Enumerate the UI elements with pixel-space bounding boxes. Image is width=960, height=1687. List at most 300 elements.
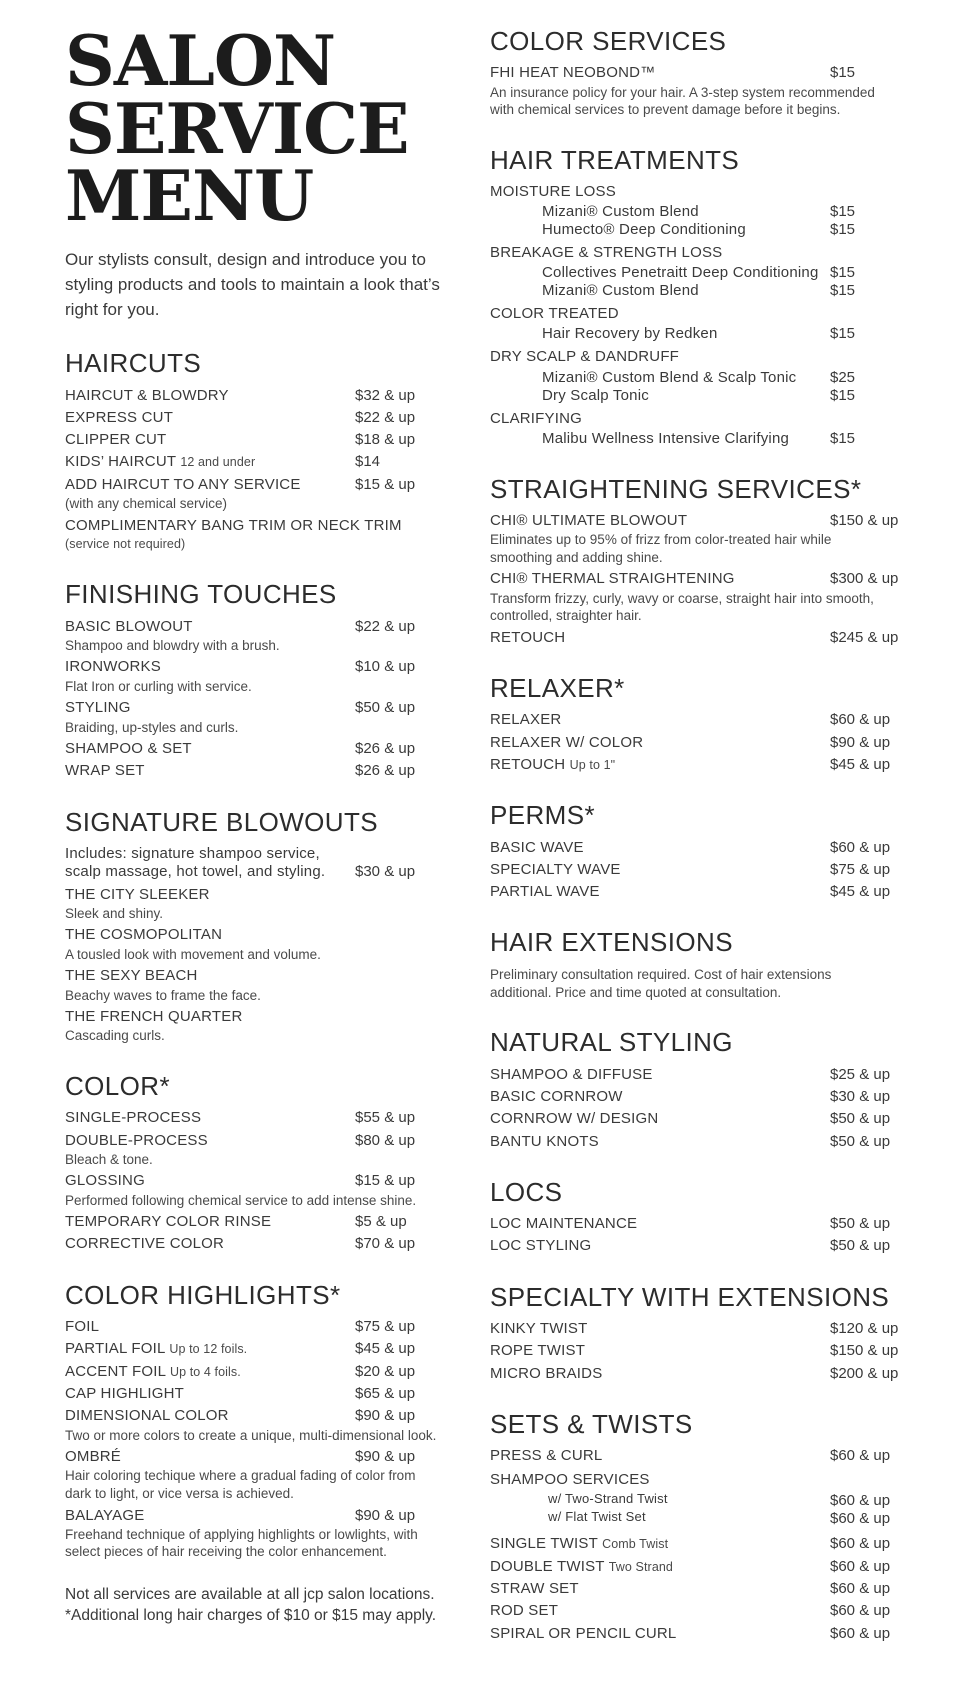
menu-item [490, 883, 930, 901]
item-desc: Sleek and shiny. [65, 905, 164, 921]
menu-item [490, 861, 930, 879]
item-row [490, 1110, 930, 1128]
item-row [65, 1318, 440, 1336]
item-price: $18 & up [355, 431, 416, 449]
item-price: $60 & up [830, 711, 891, 729]
item-row [490, 1088, 930, 1106]
item-price: $60 & up [830, 1557, 891, 1575]
right-sections [490, 28, 930, 1643]
menu-item [490, 1558, 930, 1576]
item-suffix: Two Strand [608, 1559, 673, 1574]
section-haircuts [65, 350, 440, 553]
section-heading: HAIR TREATMENTS [490, 144, 740, 175]
item-row [65, 1340, 440, 1358]
item-suffix: Up to 1" [569, 758, 616, 772]
item-row [490, 1447, 930, 1465]
section-heading: SPECIALTY WITH EXTENSIONS [490, 1281, 890, 1312]
menu-item [490, 570, 930, 624]
item-name: KINKY TWIST [490, 1320, 588, 1338]
item-desc: Hair coloring techique where a gradual fading of color from dark to light, or vice versa is achieved. [65, 1468, 416, 1501]
item-desc: Bleach & tone. [65, 1151, 153, 1167]
menu-item [490, 1215, 930, 1233]
item-row [65, 1213, 440, 1231]
item-row [490, 839, 930, 857]
section-heading: COLOR* [65, 1070, 170, 1101]
item-name: Mizani® Custom Blend [542, 203, 699, 221]
section-heading: COLOR SERVICES [490, 26, 727, 56]
item-name: Mizani® Custom Blend [542, 282, 699, 300]
item-price: $50 & up [830, 1215, 891, 1233]
item-name: w/ Flat Twist Set [548, 1509, 646, 1525]
item-name: RETOUCH Up to 1" [490, 756, 616, 773]
item-row [542, 1492, 930, 1509]
item-name: CLIPPER CUT [65, 431, 167, 449]
item-name: SPECIALTY WAVE [490, 860, 621, 878]
menu-item [490, 512, 930, 566]
item-price: $80 & up [355, 1131, 416, 1149]
menu-item [65, 699, 440, 736]
item-row [65, 453, 440, 471]
item-price: $30 & up [355, 863, 416, 881]
item-name: FOIL [65, 1318, 100, 1336]
menu-item [490, 222, 930, 239]
item-row [490, 1535, 930, 1553]
menu-item [65, 1340, 440, 1358]
item-price: $50 & up [830, 1237, 891, 1255]
left-sections [65, 350, 440, 1561]
menu-item [490, 1510, 930, 1527]
item-row [65, 926, 440, 944]
item-name: BALAYAGE [65, 1506, 145, 1524]
item-name: Humecto® Deep Conditioning [542, 221, 746, 239]
item-desc: A tousled look with movement and volume. [65, 946, 321, 962]
item-price: $45 & up [830, 756, 891, 773]
item-row [490, 1237, 930, 1255]
menu-item [490, 756, 930, 774]
menu-item [65, 517, 440, 554]
section-heading: HAIRCUTS [65, 348, 202, 379]
item-price: $15 [830, 64, 856, 82]
section-hair-treatments [490, 144, 930, 448]
item-price: $60 & up [830, 1535, 891, 1553]
group-subhead: MOISTURE LOSS [490, 182, 616, 200]
item-desc: Braiding, up-styles and curls. [65, 719, 239, 735]
section-perms [490, 802, 930, 901]
item-price: $150 & up [830, 1342, 899, 1360]
section-note: Preliminary consultation required. Cost of hair extensions additional. Price and time quoted at consultation. [490, 966, 832, 1000]
item-name: CHI® THERMAL STRAIGHTENING [490, 570, 735, 588]
section-sets-twists [490, 1408, 930, 1643]
item-price: $26 & up [355, 762, 416, 780]
menu-item [65, 1172, 440, 1209]
section-color [65, 1070, 440, 1254]
item-row [65, 1172, 440, 1190]
item-row [490, 734, 930, 752]
item-name: MICRO BRAIDS [490, 1364, 603, 1382]
item-name: BASIC WAVE [490, 838, 584, 856]
menu-item [490, 265, 930, 282]
section-hair-extensions [490, 929, 930, 1001]
group-subhead: SHAMPOO SERVICES [490, 1470, 650, 1488]
section-heading: PERMS* [490, 800, 595, 831]
item-price: $60 & up [830, 1602, 891, 1620]
item-name: PARTIAL WAVE [490, 883, 600, 901]
item-suffix: Up to 12 foils. [169, 1342, 248, 1357]
item-name: Mizani® Custom Blend & Scalp Tonic [542, 368, 797, 386]
item-price: $15 [830, 264, 856, 282]
section-color-highlights [65, 1279, 440, 1561]
item-suffix: Up to 4 foils. [169, 1364, 241, 1379]
item-price: $30 & up [830, 1088, 891, 1105]
menu-item [490, 326, 930, 343]
item-name: ROPE TWIST [490, 1342, 586, 1360]
menu-item [490, 431, 930, 448]
menu-item [490, 388, 930, 405]
item-desc: Cascading curls. [65, 1028, 165, 1044]
item-row [490, 1320, 930, 1338]
item-suffix: Comb Twist [602, 1537, 669, 1552]
item-name: THE CITY SLEEKER [65, 885, 210, 903]
item-price: $22 & up [355, 408, 416, 426]
item-row [65, 618, 440, 636]
item-price: $15 [830, 429, 856, 447]
item-price: $45 & up [830, 883, 891, 901]
section-heading: FINISHING TOUCHES [65, 579, 337, 610]
menu-item [65, 1213, 440, 1231]
menu-item [490, 1492, 930, 1509]
menu-item [65, 658, 440, 695]
menu-item [490, 283, 930, 300]
item-row [490, 1066, 930, 1084]
menu-item [65, 967, 440, 1004]
menu-item [65, 387, 440, 405]
title-line-1: SALON [65, 21, 336, 102]
section-heading: COLOR HIGHLIGHTS* [65, 1279, 341, 1310]
menu-item [65, 1385, 440, 1403]
right-column [490, 26, 930, 1647]
section-color-services [490, 28, 930, 119]
item-name: Hair Recovery by Redken [542, 325, 718, 343]
item-desc: Performed following chemical service to add intense shine. [65, 1192, 417, 1208]
item-name: LOC STYLING [490, 1237, 592, 1255]
item-row [65, 1385, 440, 1403]
item-row [490, 629, 930, 647]
item-name: DIMENSIONAL COLOR [65, 1407, 229, 1425]
item-name: SINGLE-PROCESS [65, 1109, 202, 1127]
item-row [490, 756, 930, 774]
item-row [542, 370, 930, 387]
menu-item [490, 64, 930, 118]
item-row [490, 1580, 930, 1598]
item-row [65, 1008, 440, 1026]
menu-item [65, 1363, 440, 1381]
item-name: STRAW SET [490, 1579, 579, 1597]
item-suffix: 12 and under [180, 455, 256, 470]
item-row [542, 431, 930, 448]
item-price: $60 & up [830, 1579, 891, 1597]
item-row [542, 1510, 930, 1527]
item-name: COMPLIMENTARY BANG TRIM OR NECK TRIM (service not required) [65, 516, 402, 551]
menu-item [65, 1008, 440, 1045]
menu-item [65, 476, 440, 513]
item-row [65, 1132, 440, 1150]
item-name: ROD SET [490, 1602, 559, 1620]
item-price: $20 & up [355, 1362, 416, 1380]
item-name: CAP HIGHLIGHT [65, 1384, 185, 1402]
item-name: SPIRAL OR PENCIL CURL [490, 1624, 677, 1642]
item-name: KIDS’ HAIRCUT 12 and under [65, 453, 256, 471]
menu-item [490, 1447, 930, 1465]
item-desc: Two or more colors to create a unique, multi-dimensional look. [65, 1427, 437, 1443]
item-name: RETOUCH [490, 628, 566, 646]
menu-item [65, 409, 440, 427]
item-row [542, 222, 930, 239]
intro-text: Our stylists consult, design and introduce you to styling products and tools to maintain a look that’s right for you. [65, 249, 440, 320]
item-price: $75 & up [830, 860, 891, 878]
item-name: CORRECTIVE COLOR [65, 1235, 225, 1253]
section-straightening-services [490, 473, 930, 647]
item-price: $15 [830, 386, 856, 404]
item-row [65, 431, 440, 449]
title-line-2: SERVICE [65, 88, 409, 170]
menu-item [490, 629, 930, 647]
item-price: $70 & up [355, 1235, 416, 1253]
section-natural-styling [490, 1029, 930, 1150]
item-price: $10 & up [355, 658, 416, 676]
menu-item [65, 740, 440, 758]
item-row [65, 699, 440, 717]
item-price: $90 & up [830, 733, 891, 751]
item-price: $14 [355, 453, 381, 471]
item-name: Dry Scalp Tonic [542, 386, 649, 404]
item-row [65, 1407, 440, 1425]
item-row [542, 326, 930, 343]
item-price: $50 & up [355, 699, 416, 717]
item-price: $25 & up [830, 1065, 891, 1083]
item-name: Malibu Wellness Intensive Clarifying [542, 429, 790, 447]
item-price: $245 & up [830, 628, 899, 646]
item-name: STYLING [65, 699, 131, 717]
item-name: IRONWORKS [65, 658, 161, 676]
section-finishing-touches [65, 581, 440, 780]
item-row [490, 1215, 930, 1233]
item-price: $32 & up [355, 386, 416, 404]
item-row [542, 283, 930, 300]
item-desc: Freehand technique of applying highlights or lowlights, with select pieces of hair receiving the color enhancement. [65, 1526, 418, 1560]
item-row [65, 476, 440, 494]
item-name: LOC MAINTENANCE [490, 1215, 638, 1233]
item-name: Collectives Penetraitt Deep Conditioning [542, 264, 819, 282]
footnote-line-1: Not all services are available at all jcp salon locations. [65, 1585, 435, 1603]
item-row [65, 967, 440, 985]
item-row [65, 1109, 440, 1127]
section-specialty-with-extensions [490, 1281, 930, 1383]
item-row [65, 886, 440, 904]
item-name: PRESS & CURL [490, 1447, 603, 1465]
item-name: ADD HAIRCUT TO ANY SERVICE [65, 475, 301, 493]
menu-item [65, 1235, 440, 1253]
item-price: $75 & up [355, 1318, 416, 1336]
page-title [65, 21, 440, 238]
item-price: $65 & up [355, 1384, 416, 1402]
item-row [65, 387, 440, 405]
item-row [490, 1602, 930, 1620]
item-price: $90 & up [355, 1448, 416, 1466]
menu-item [65, 1318, 440, 1336]
menu-item [490, 734, 930, 752]
item-name: BASIC BLOWOUT [65, 617, 193, 635]
item-name: HAIRCUT & BLOWDRY [65, 386, 229, 404]
item-desc: An insurance policy for your hair. A 3-step system recommended with chemical services to prevent damage before it begins. [490, 84, 875, 118]
item-price: $150 & up [830, 512, 899, 530]
item-row [490, 861, 930, 879]
item-name: PARTIAL FOIL Up to 12 foils. [65, 1340, 248, 1358]
item-price: $60 & up [830, 1447, 891, 1465]
item-name: WRAP SET [65, 762, 145, 780]
item-desc: Transform frizzy, curly, wavy or coarse, straight hair into smooth, controlled, straighter hair. [490, 590, 874, 624]
item-price: $90 & up [355, 1407, 416, 1425]
menu-item [490, 1625, 930, 1643]
item-row [542, 388, 930, 405]
item-name: DOUBLE TWIST Two Strand [490, 1557, 673, 1575]
title-line-3: MENU [65, 156, 314, 238]
item-price: $5 & up [355, 1213, 407, 1231]
item-name: Includes: signature shampoo service, scalp massage, hot towel, and styling. [65, 844, 326, 881]
item-price: $15 [830, 221, 856, 239]
group-subhead: DRY SCALP & DANDRUFF [490, 348, 680, 366]
item-row [490, 1625, 930, 1643]
item-name: w/ Two-Strand Twist [548, 1490, 668, 1506]
item-row [65, 1235, 440, 1253]
item-price: $300 & up [830, 570, 899, 588]
group-subhead: BREAKAGE & STRENGTH LOSS [490, 244, 723, 262]
item-desc: Eliminates up to 95% of frizz from color-treated hair while smoothing and adding shine. [490, 532, 832, 565]
menu-item [490, 204, 930, 221]
item-price: $200 & up [830, 1364, 899, 1382]
item-price: $50 & up [830, 1132, 891, 1150]
menu-item [65, 762, 440, 780]
item-row [65, 409, 440, 427]
item-name: ACCENT FOIL Up to 4 foils. [65, 1362, 241, 1380]
item-name: TEMPORARY COLOR RINSE [65, 1213, 272, 1231]
item-price: $60 & up [830, 1624, 891, 1642]
menu-item [490, 1365, 930, 1383]
section-heading: LOCS [490, 1176, 563, 1207]
item-name: THE FRENCH QUARTER [65, 1008, 243, 1026]
item-price: $60 & up [830, 1491, 891, 1509]
item-name: THE SEXY BEACH [65, 967, 198, 985]
item-desc: Flat Iron or curling with service. [65, 678, 252, 694]
section-signature-blowouts [65, 806, 440, 1045]
menu-item [65, 1507, 440, 1561]
item-name: GLOSSING [65, 1172, 145, 1190]
menu-item [490, 1237, 930, 1255]
item-name: RELAXER [490, 711, 562, 729]
item-price: $45 & up [355, 1340, 416, 1358]
section-heading: RELAXER* [490, 673, 625, 704]
menu-item [65, 1448, 440, 1502]
menu-item [490, 1110, 930, 1128]
item-desc: (with any chemical service) [65, 496, 228, 512]
item-price: $90 & up [355, 1506, 416, 1524]
item-price: $50 & up [830, 1110, 891, 1128]
item-name: BASIC CORNROW [490, 1088, 623, 1105]
item-price: $60 & up [830, 1510, 891, 1528]
menu-item [490, 1066, 930, 1084]
section-heading: STRAIGHTENING SERVICES* [490, 473, 862, 504]
item-row [490, 64, 930, 82]
item-row [65, 517, 440, 554]
footnote-line-2: *Additional long hair charges of $10 or $15 may apply. [65, 1606, 437, 1624]
item-row [65, 1363, 440, 1381]
item-desc: Beachy waves to frame the face. [65, 987, 261, 1003]
item-name: EXPRESS CUT [65, 408, 174, 426]
item-row [65, 845, 440, 882]
item-name: BANTU KNOTS [490, 1132, 599, 1150]
menu-item [65, 453, 440, 471]
item-row [65, 762, 440, 780]
item-price: $15 [830, 203, 856, 221]
item-name: SHAMPOO & DIFFUSE [490, 1065, 653, 1083]
item-name: SHAMPOO & SET [65, 740, 192, 758]
item-row [490, 1558, 930, 1576]
section-relaxer [490, 675, 930, 774]
menu-item [65, 886, 440, 923]
item-row [542, 265, 930, 282]
menu-item [490, 1602, 930, 1620]
item-name: RELAXER W/ COLOR [490, 733, 644, 751]
item-row [490, 512, 930, 530]
item-name: FHI HEAT NEOBOND™ [490, 64, 656, 82]
item-price: $15 [830, 325, 856, 343]
section-heading: SETS & TWISTS [490, 1408, 693, 1439]
menu-item [490, 1535, 930, 1553]
menu-item [490, 1320, 930, 1338]
menu-item [490, 370, 930, 387]
menu-item [65, 926, 440, 963]
footnote [65, 1585, 440, 1626]
item-name: THE COSMOPOLITAN [65, 926, 223, 944]
item-row [490, 570, 930, 588]
item-price: $60 & up [830, 838, 891, 856]
item-name: CORNROW W/ DESIGN [490, 1110, 659, 1128]
item-row [490, 1133, 930, 1151]
item-price: $120 & up [830, 1320, 899, 1338]
group-subhead: CLARIFYING [490, 409, 583, 427]
item-row [490, 711, 930, 729]
item-price: $15 [830, 282, 856, 300]
item-name: OMBRÉ [65, 1448, 122, 1466]
item-row [490, 1365, 930, 1383]
menu-item [65, 1132, 440, 1169]
menu-item [490, 711, 930, 729]
section-heading: NATURAL STYLING [490, 1027, 733, 1058]
item-name: SINGLE TWIST Comb Twist [490, 1535, 669, 1553]
item-price: $15 & up [355, 475, 416, 493]
left-column [65, 21, 440, 1647]
item-row [542, 204, 930, 221]
menu-item [490, 1342, 930, 1360]
menu-item [490, 1133, 930, 1151]
item-name: CHI® ULTIMATE BLOWOUT [490, 512, 688, 530]
item-suffix: (service not required) [65, 536, 186, 551]
group-subhead: COLOR TREATED [490, 305, 619, 323]
item-row [490, 883, 930, 901]
menu-item [65, 845, 440, 882]
menu-item [65, 431, 440, 449]
item-price: $25 [830, 368, 856, 386]
item-price: $55 & up [355, 1109, 416, 1127]
